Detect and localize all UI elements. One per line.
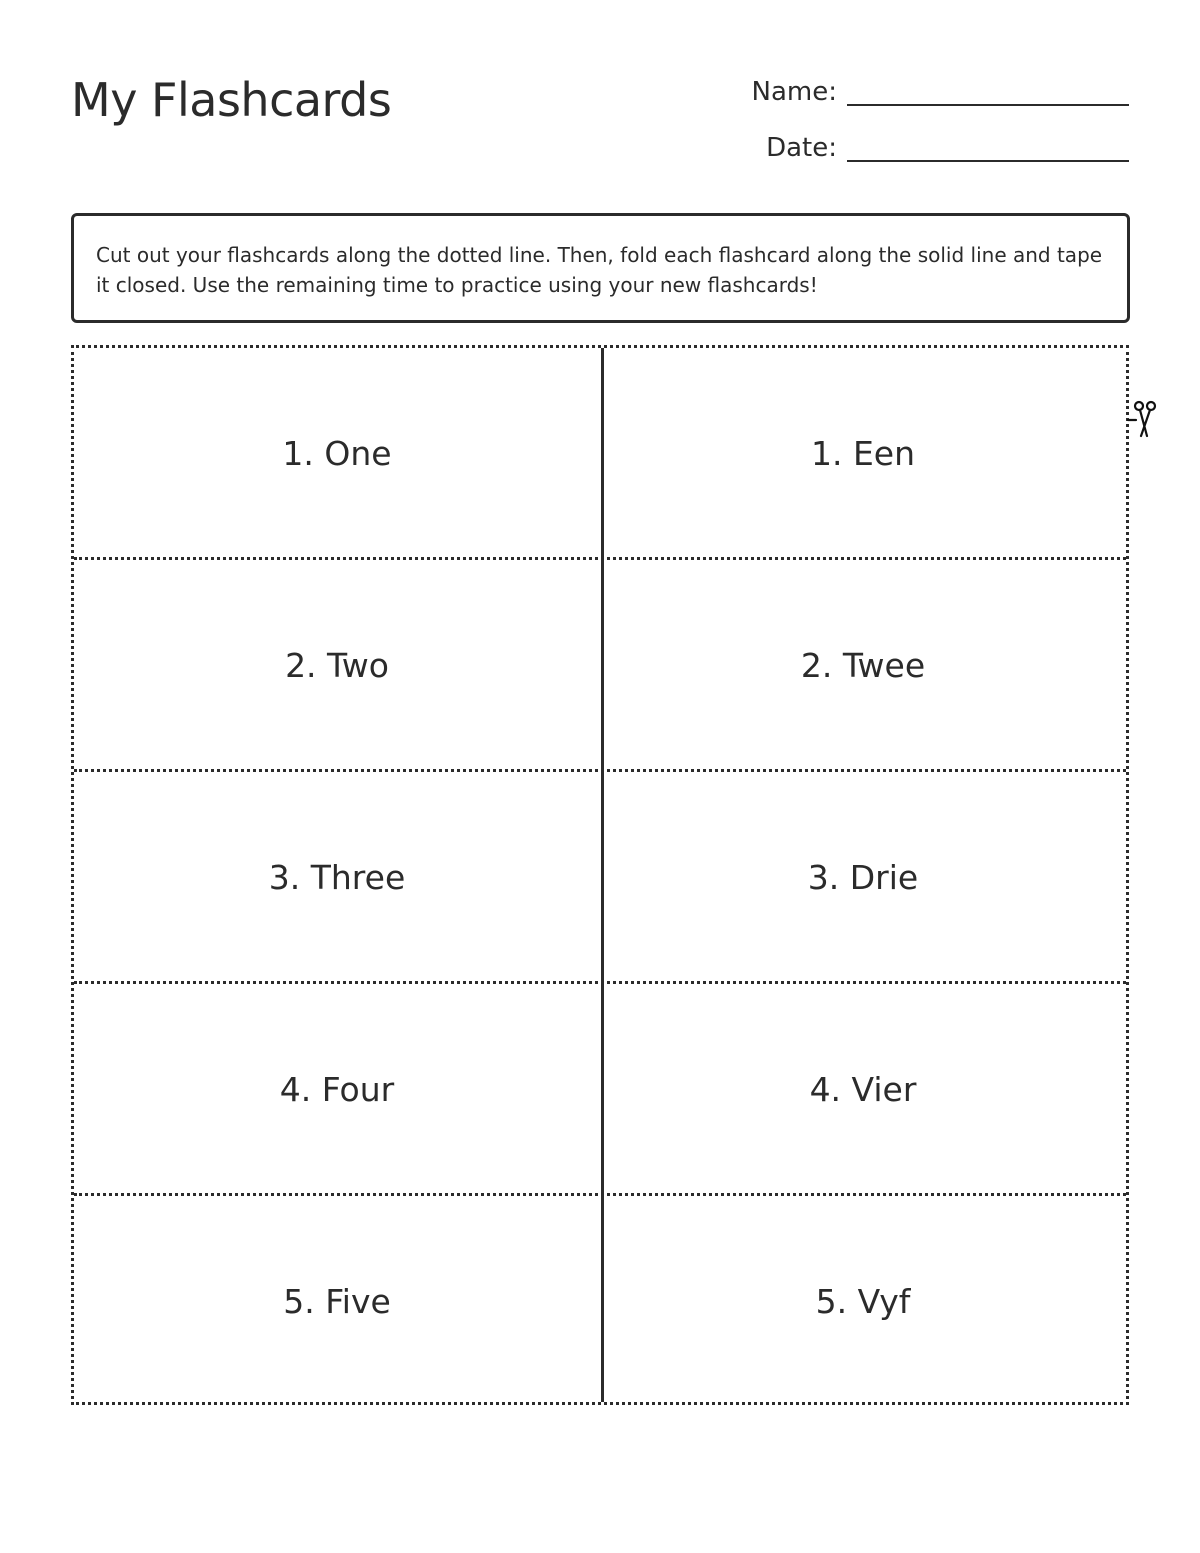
date-blank-line [847, 160, 1129, 162]
flashcard-row [74, 348, 1126, 559]
date-label: Date: [766, 133, 837, 163]
flashcard-row [74, 981, 1126, 1195]
flashcard-row [74, 557, 1126, 771]
instructions-box [71, 213, 1130, 323]
instructions-text: Cut out your flashcards along the dotted line. Then, fold each flashcard along the solid line and tape it closed. Use the remaining time to practice using your new flashcards! [96, 243, 1103, 297]
flashcard-front: 4. Four [279, 1070, 395, 1109]
date-field [766, 130, 1129, 166]
flashcard-back: 4. Vier [809, 1070, 917, 1109]
flashcard-back: 2. Twee [800, 646, 926, 685]
page-title: My Flashcards [71, 73, 392, 127]
flashcard-back: 1. Een [810, 434, 916, 473]
name-blank-line [847, 104, 1129, 106]
flashcard-row [74, 1193, 1126, 1407]
flashcard-front: 3. Three [268, 858, 406, 897]
name-field [752, 74, 1129, 110]
flashcard-row [74, 769, 1126, 983]
flashcard-front: 2. Two [285, 646, 389, 685]
flashcard-back: 5. Vyf [815, 1282, 911, 1321]
scissors-icon [1126, 400, 1160, 440]
flashcard-back: 3. Drie [807, 858, 919, 897]
flashcard-grid [71, 345, 1129, 1405]
flashcard-front: 5. Five [283, 1282, 391, 1321]
name-label: Name: [751, 77, 837, 107]
flashcard-front: 1. One [282, 434, 392, 473]
